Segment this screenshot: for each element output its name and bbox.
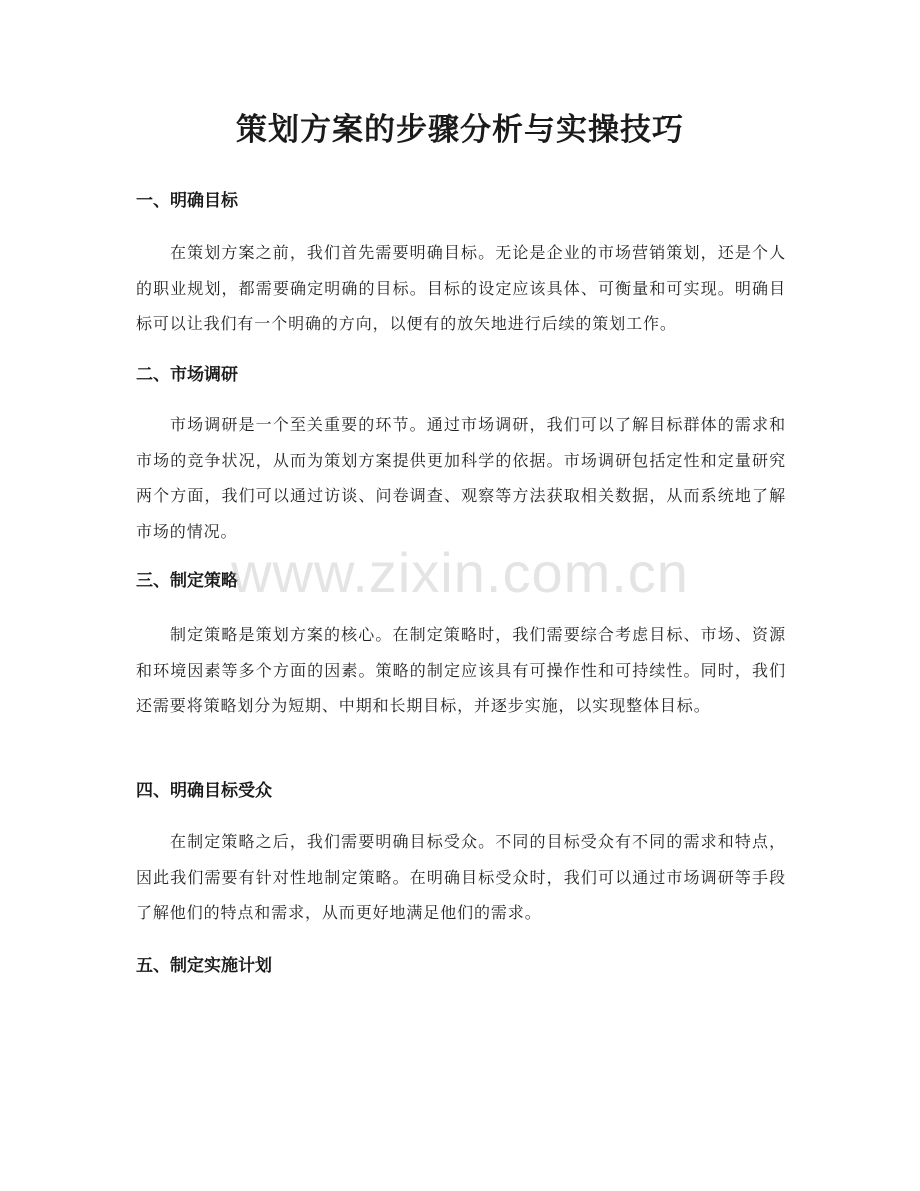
section-heading-5: 五、制定实施计划 [136, 956, 272, 976]
section-paragraph-1: 在策划方案之前，我们首先需要明确目标。无论是企业的市场营销策划，还是个人的职业规划，都需要确定明确的目标。目标的设定应该具体、可衡量和可实现。明确目标可以让我们有一个明确的方向，以便有的放矢地进行后续的策划工作。 [136, 243, 786, 333]
section-heading-1: 一、明确目标 [136, 191, 238, 211]
watermark: www.zixin.com.cn [231, 541, 689, 604]
section-heading-4: 四、明确目标受众 [136, 781, 272, 801]
section-paragraph-2: 市场调研是一个至关重要的环节。通过市场调研，我们可以了解目标群体的需求和市场的竞争状况，从而为策划方案提供更加科学的依据。市场调研包括定性和定量研究两个方面，我们可以通过访谈、问卷调查、观察等方法获取相关数据，从而系统地了解市场的情况。 [136, 415, 786, 541]
document-title: 策划方案的步骤分析与实操技巧 [236, 112, 684, 148]
section-heading-2: 二、市场调研 [136, 365, 238, 385]
section-paragraph-3: 制定策略是策划方案的核心。在制定策略时，我们需要综合考虑目标、市场、资源和环境因素等多个方面的因素。策略的制定应该具有可操作性和可持续性。同时，我们还需要将策略划分为短期、中期和长期目标，并逐步实施，以实现整体目标。 [136, 625, 786, 715]
section-heading-3: 三、制定策略 [136, 571, 238, 591]
section-paragraph-4: 在制定策略之后，我们需要明确目标受众。不同的目标受众有不同的需求和特点，因此我们需要有针对性地制定策略。在明确目标受众时，我们可以通过市场调研等手段了解他们的特点和需求，从而更好地满足他们的需求。 [136, 832, 786, 922]
